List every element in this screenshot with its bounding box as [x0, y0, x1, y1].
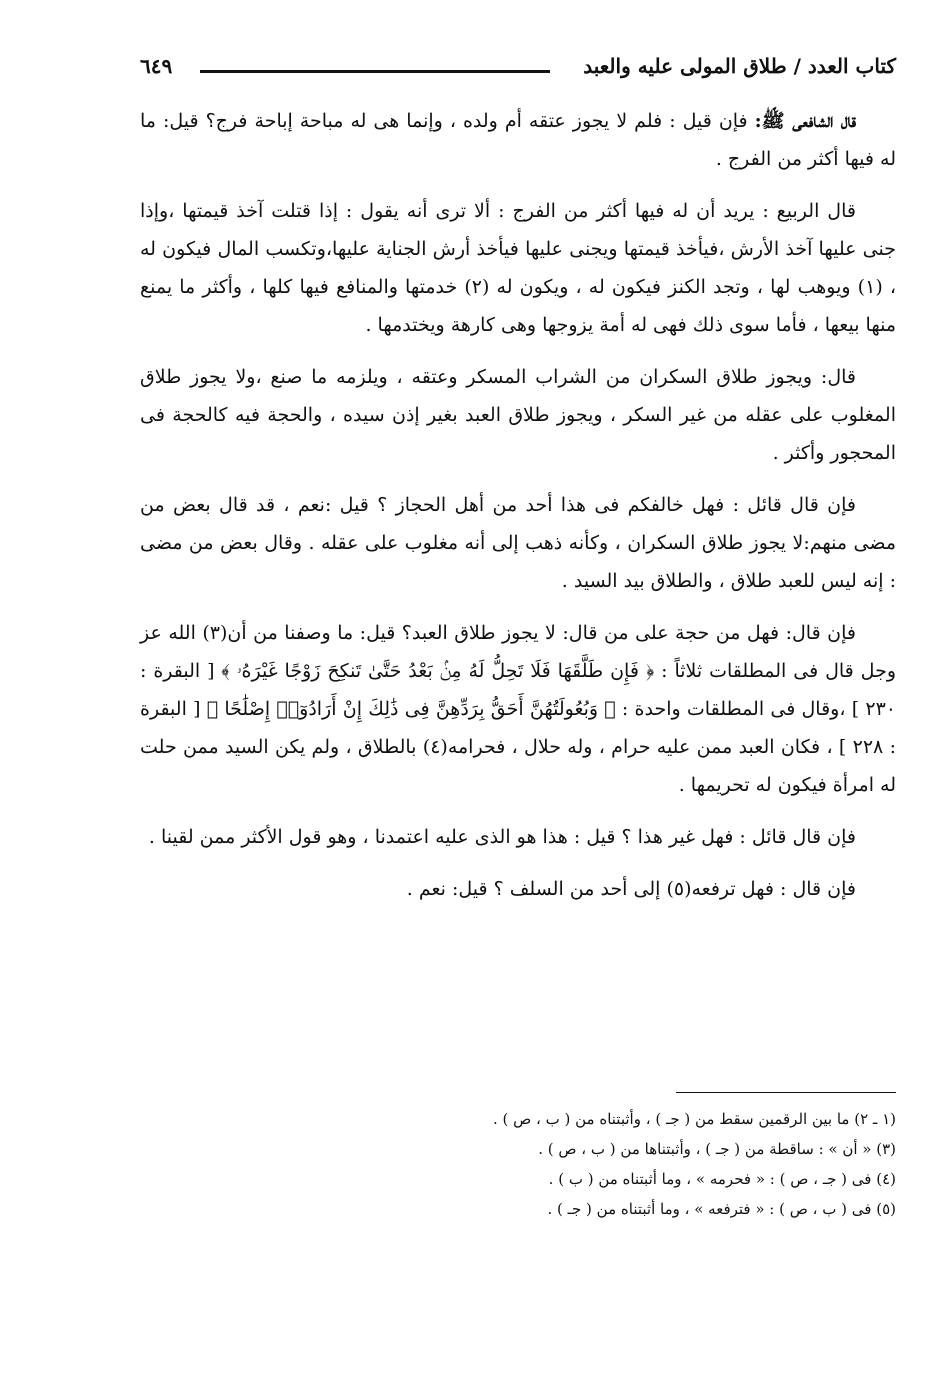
running-title: كتاب العدد / طلاق المولى عليه والعبد [583, 54, 896, 78]
paragraph [140, 358, 896, 472]
paragraph-text: فإن قال: فهل من حجة على من قال: لا يجوز طلاق العبد؟ قيل: ما وصفنا من أن(٣) الله عز وجل قال فى المطلقات ثلاثاً : ﴿ فَإِن طَلَّقَهَا فَلَا تَحِلُّ لَهُ مِنۢ بَعْدُ حَتَّىٰ تَنكِحَ زَوْجًا غَيْرَهُۥ ﴾ [ البقرة : ٢٣٠ ] ،وقال فى المطلقات واحدة : ﴿ وَبُعُولَتُهُنَّ أَحَقُّ بِرَدِّهِنَّ فِى ذَٰلِكَ إِنْ أَرَادُوٓا۟ إِصْلَٰحًا ﴾ [ البقرة : ٢٢٨ ] ، فكان العبد ممن عليه حرام ، وله حلال ، فحرامه(٤) بالطلاق ، ولم يكن السيد ممن حلت له امرأة فيكون له تحريمها . [140, 622, 896, 796]
paragraph-text: قال: ويجوز طلاق السكران من الشراب المسكر وعتقه ، ويلزمه ما صنع ،ولا يجوز طلاق المغلوب على عقله من غير السكر ، ويجوز طلاق العبد بغير إذن سيده ، والحجة فيه كالحجة فى المحجور وأكثر . [140, 366, 896, 464]
footnote: (١ ـ ٢) ما بين الرقمين سقط من ( جـ ) ، وأثبتناه من ( ب ، ص ) . [492, 1110, 896, 1128]
paragraph-text: فإن قال قائل : فهل غير هذا ؟ قيل : هذا هو الذى عليه اعتمدنا ، وهو قول الأكثر ممن لقينا . [148, 826, 856, 848]
paragraph-text: فإن قال : فهل ترفعه(٥) إلى أحد من السلف ؟ قيل: نعم . [406, 878, 856, 900]
paragraph [140, 614, 896, 804]
header-rule [200, 70, 550, 73]
footnote: (٤) فى ( جـ ، ص ) : « فحرمه » ، وما أثبتناه من ( ب ) . [548, 1170, 896, 1188]
page-header [140, 54, 896, 94]
paragraph [140, 192, 896, 344]
paragraph-lead: قال الشافعى ﷺ: [754, 110, 856, 132]
paragraph [140, 102, 896, 178]
paragraph-text: فإن قال قائل : فهل خالفكم فى هذا أحد من أهل الحجاز ؟ قيل :نعم ، قد قال بعض من مضى منهم:لا يجوز طلاق السكران ، وكأنه ذهب إلى أنه مغلوب على عقله . وقال بعض من مضى : إنه ليس للعبد طلاق ، والطلاق بيد السيد . [140, 494, 896, 592]
footnote-separator [676, 1092, 896, 1093]
paragraph-text: فإن قيل : فلم لا يجوز عتقه أم ولده ، وإنما هى له مباحة إباحة فرج؟ قيل: ما له فيها أكثر من الفرج . [140, 110, 896, 170]
main-text [140, 102, 896, 922]
paragraph [140, 818, 896, 856]
page-number: ٦٤٩ [140, 54, 173, 78]
paragraph [140, 486, 896, 600]
footnote: (٣) « أن » : ساقطة من ( جـ ) ، وأثبتناها من ( ب ، ص ) . [538, 1140, 896, 1158]
paragraph [140, 870, 896, 908]
footnote: (٥) فى ( ب ، ص ) : « فترفعه » ، وما أثبتناه من ( جـ ) . [547, 1200, 896, 1218]
paragraph-text: قال الربيع : يريد أن له فيها أكثر من الفرج : ألا ترى أنه يقول : إذا قتلت آخذ قيمتها ،وإذا جنى عليها آخذ الأرش ،فيأخذ قيمتها ويجنى عليها فيأخذ أرش الجناية عليها،وتكسب المال فيكون له ، (١) ويوهب لها ، وتجد الكنز فيكون له ، ويكون له (٢) خدمتها والمنافع فيها كلها ، وأكثر ما يمنع منها بيعها ، فأما سوى ذلك فهى له أمة يزوجها وهى كارهة ويختدمها . [140, 200, 896, 336]
footnotes [300, 1104, 896, 1224]
